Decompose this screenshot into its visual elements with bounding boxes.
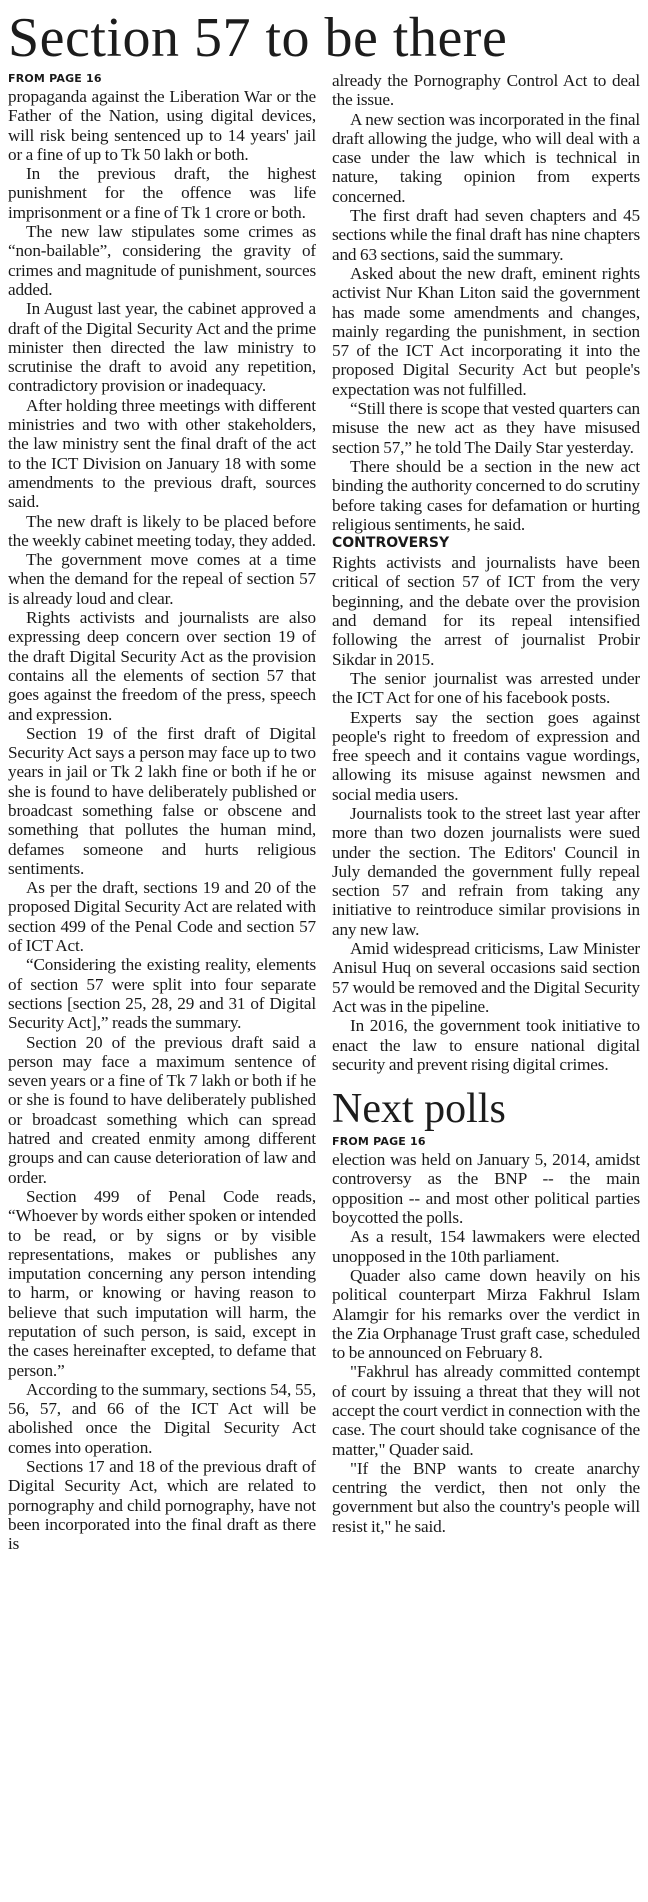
paragraph: "If the BNP wants to create anarchy centring the verdict, then not only the government but also the country's people will resist it," he said. [332, 1458, 640, 1536]
jump-kicker: FROM PAGE 16 [8, 72, 102, 85]
paragraph: A new section was incorporated in the final draft allowing the judge, who will deal with a case under the law which is technical in nature, taking opinion from experts concerned. [332, 109, 640, 206]
paragraph: The first draft had seven chapters and 45 sections while the final draft has nine chapters and 63 sections, said the summary. [332, 206, 640, 264]
paragraph: "Fakhrul has already committed contempt of court by issuing a threat that they will not accept the court verdict in connection with the case. The court should take cognisance of the matter," Quader said. [332, 1362, 640, 1459]
paragraph: Rights activists and journalists have been critical of section 57 of ICT from the very beginning, and the debate over the provision and demand for its repeal intensified following the arrest of journalist Probir Sikdar in 2015. [332, 553, 640, 669]
paragraph: “Still there is scope that vested quarters can misuse the new act as they have misused section 57,” he told The Daily Star yesterday. [332, 399, 640, 457]
paragraph: Journalists took to the street last year after more than two dozen journalists were sued under the section. The Editors' Council in July demanded the government fully repeal section 57 and refrain from taking any initiative to reintroduce similar provisions in any new law. [332, 803, 640, 939]
paragraph: Experts say the section goes against people's right to freedom of expression and free speech and it contains vague wordings, allowing its misuse against newsmen and social media users. [332, 707, 640, 804]
paragraph: Quader also came down heavily on his political counterpart Mirza Fakhrul Islam Alamgir for his remarks over the verdict in the Zia Orphanage Trust graft case, scheduled to be announced on February 8. [332, 1265, 640, 1363]
paragraph: election was held on January 5, 2014, amidst controversy as the BNP -- the main opposition -- and most other political parties boycotted the polls. [332, 1150, 640, 1228]
column-left [8, 71, 316, 1554]
paragraph: As per the draft, sections 19 and 20 of the proposed Digital Security Act are related with section 499 of the Penal Code and section 57 of ICT Act. [8, 878, 316, 956]
paragraph: In August last year, the cabinet approved a draft of the Digital Security Act and the prime minister then directed the law ministry to scrutinise the draft to avoid any repetition, contradictory provision or inadequacy. [8, 299, 316, 396]
paragraph: The senior journalist was arrested under the ICT Act for one of his facebook posts. [332, 668, 640, 708]
paragraph: propaganda against the Liberation War or the Father of the Nation, using digital devices, will risk being sentenced up to 14 years' jail or a fine of up to Tk 50 lakh or both. [8, 87, 316, 164]
paragraph: Section 20 of the previous draft said a person may face a maximum sentence of seven years or a fine of Tk 7 lakh or both if he or she is found to have deliberately published or broadcast something which can spread hatred and created enmity among different groups and can cause deterioration of law and order. [8, 1032, 316, 1187]
paragraph: In the previous draft, the highest punishment for the offence was life imprisonment or a fine of Tk 1 crore or both. [8, 164, 316, 222]
paragraph: After holding three meetings with different ministries and two with other stakeholders, the law ministry sent the final draft of the act to the ICT Division on January 18 with some amendments to the previous draft, sources said. [8, 395, 316, 512]
paragraph: Rights activists and journalists are also expressing deep concern over section 19 of the draft Digital Security Act as the provision contains all the elements of section 57 that goes against the freedom of the press, speech and expression. [8, 608, 316, 724]
article-headline: Section 57 to be there [8, 7, 508, 69]
paragraph: There should be a section in the new act binding the authority concerned to do scrutiny before taking cases for defamation or hurting religious sentiments, he said. [332, 456, 640, 534]
paragraph: The new draft is likely to be placed before the weekly cabinet meeting today, they added. [8, 511, 316, 550]
paragraph: Section 19 of the first draft of Digital Security Act says a person may face up to two years in jail or Tk 2 lakh fine or both if he or she is found to have deliberately published or broadcast something false or obscene and something that pollutes the human mind, defames someone and hurts religious sentiments. [8, 723, 316, 878]
section-subhead: CONTROVERSY [332, 535, 450, 552]
paragraph: Section 499 of Penal Code reads, “Whoever by words either spoken or intended to be read, or by signs or by visible representations, makes or publishes any imputation concerning any person intending to harm, or knowing or having reason to believe that such imputation will harm, the reputation of such person, is said, except in the cases hereinafter excepted, to defame that person.” [8, 1186, 316, 1380]
paragraph: The government move comes at a time when the demand for the repeal of section 57 is already loud and clear. [8, 550, 316, 608]
paragraph: The new law stipulates some crimes as “non-bailable”, considering the gravity of crimes and magnitude of punishment, sources added. [8, 222, 316, 299]
paragraph: In 2016, the government took initiative to enact the law to ensure national digital security and prevent rising digital crimes. [332, 1016, 640, 1074]
paragraph: already the Pornography Control Act to deal the issue. [332, 71, 640, 110]
paragraph: Amid widespread criticisms, Law Minister Anisul Huq on several occasions said section 57 would be removed and the Digital Security Act was in the pipeline. [332, 939, 640, 1016]
paragraph: “Considering the existing reality, elements of section 57 were split into four separate sections [section 25, 28, 29 and 31 of Digital Security Act],” reads the summary. [8, 955, 316, 1033]
column-right [332, 71, 640, 1554]
secondary-headline: Next polls [332, 1086, 506, 1133]
paragraph: According to the summary, sections 54, 55, 56, 57, and 66 of the ICT Act will be abolished once the Digital Security Act comes into operation. [8, 1379, 316, 1457]
paragraph: Asked about the new draft, eminent rights activist Nur Khan Liton said the government has made some amendments and changes, mainly regarding the punishment, in section 57 of the ICT Act incorporating it into the proposed Digital Security Act but people's expectation was not fulfilled. [332, 263, 640, 399]
jump-kicker: FROM PAGE 16 [332, 1135, 426, 1149]
paragraph: As a result, 154 lawmakers were elected unopposed in the 10th parliament. [332, 1227, 640, 1266]
article-columns [8, 71, 640, 1554]
paragraph: Sections 17 and 18 of the previous draft of Digital Security Act, which are related to pornography and child pornography, have not been incorporated into the final draft as there is [8, 1457, 316, 1554]
